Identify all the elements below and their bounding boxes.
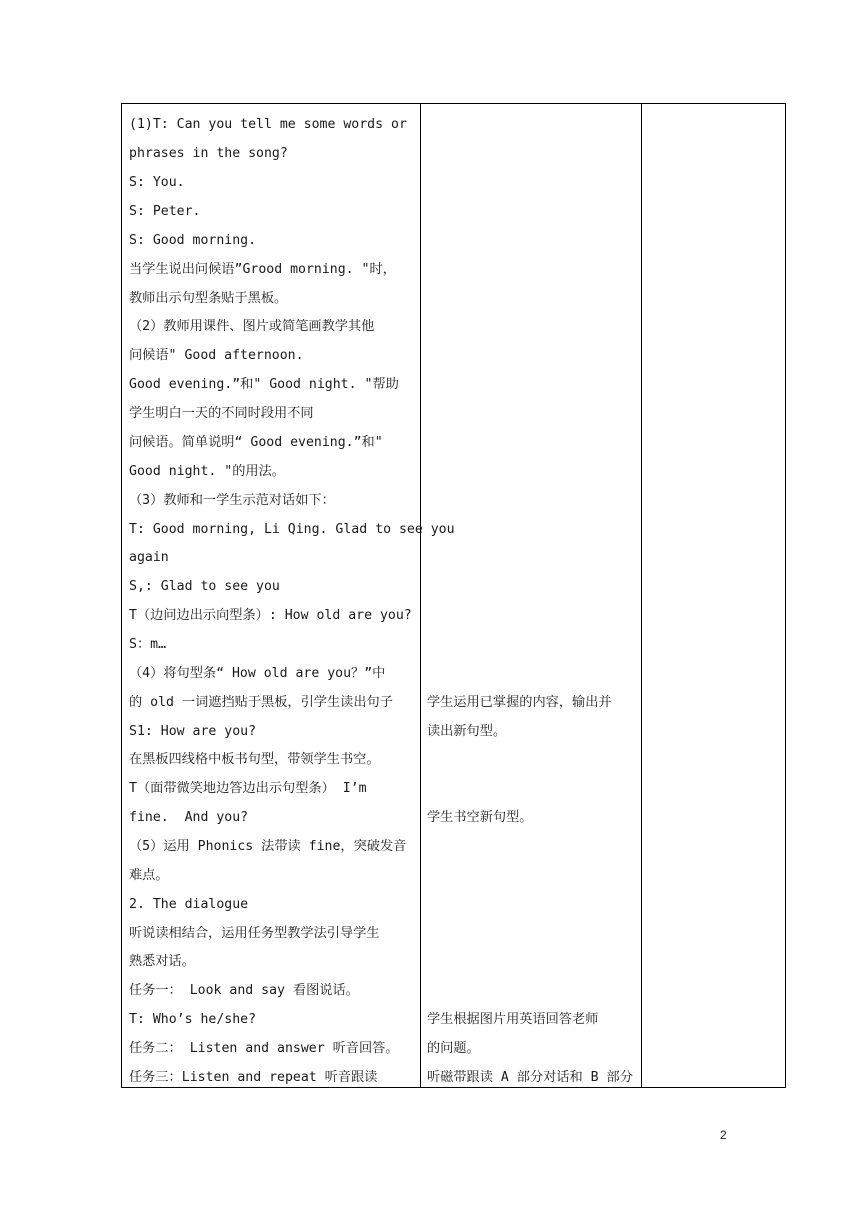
- text-line: （2）教师用课件、图片或简笔画教学其他: [129, 319, 375, 334]
- text-line: S: Good morning.: [129, 233, 257, 248]
- text-line: Good night. "的用法。: [129, 464, 285, 479]
- text-line: 2. The dialogue: [129, 897, 249, 912]
- text-line: S: You.: [129, 175, 185, 190]
- student-activity-text: 学生根据图片用英语回答老师: [427, 1012, 599, 1027]
- text-line: 听说读相结合，运用任务型教学法引导学生: [129, 926, 380, 941]
- text-line: T: Good morning, Li Qing. Glad to see you: [129, 522, 455, 537]
- student-activity-text: 的问题。: [427, 1041, 480, 1056]
- text-line: 学生明白一天的不同时段用不同: [129, 406, 314, 421]
- text-line: T: Who’s he/she?: [129, 1012, 257, 1027]
- text-line: phrases in the song?: [129, 146, 288, 161]
- text-line: （3）教师和一学生示范对话如下：: [129, 493, 335, 508]
- text-line: T（边问边出示向型条）: How old are you?: [129, 608, 412, 623]
- text-line: S：m…: [129, 637, 167, 652]
- text-line: 的 old 一词遮挡贴于黑板，引学生读出句子: [129, 695, 393, 710]
- text-line: T（面带微笑地边答边出示句型条） I’m: [129, 781, 367, 796]
- text-line: 问候语。简单说明“ Good evening.”和": [129, 435, 383, 450]
- text-line: S1: How are you?: [129, 724, 257, 739]
- text-line: fine. And you?: [129, 810, 249, 825]
- lesson-plan-table: [121, 103, 786, 1088]
- text-line: 问候语" Good afternoon.: [129, 348, 304, 363]
- text-line: 任务二： Listen and answer 听音回答。: [129, 1041, 399, 1056]
- text-line: S: Peter.: [129, 204, 201, 219]
- text-line: (1)T: Can you tell me some words or: [129, 117, 407, 132]
- text-line: 当学生说出问候语”Grood morning. "时，: [129, 262, 396, 277]
- column-divider-2: [641, 104, 642, 1087]
- text-line: 任务一： Look and say 看图说话。: [129, 983, 359, 998]
- column-divider-1: [420, 104, 421, 1087]
- text-line: （5）运用 Phonics 法带读 fine，突破发音: [129, 839, 407, 854]
- text-line: S,: Glad to see you: [129, 579, 280, 594]
- text-line: again: [129, 550, 169, 565]
- text-line: 在黑板四线格中板书句型，带领学生书空。: [129, 752, 380, 767]
- student-activity-text: 学生书空新句型。: [427, 810, 533, 825]
- text-line: 难点。: [129, 868, 169, 883]
- student-activity-text: 听磁带跟读 A 部分对话和 B 部分: [427, 1070, 633, 1085]
- student-activity-text: 学生运用已掌握的内容，输出并: [427, 695, 612, 710]
- text-line: Good evening.”和" Good night. "帮助: [129, 377, 399, 392]
- text-line: （4）将句型条“ How old are you？”中: [129, 666, 386, 681]
- text-line: 任务三：Listen and repeat 听音跟读: [129, 1070, 378, 1085]
- text-line: 熟悉对话。: [129, 954, 195, 969]
- text-line: 教师出示句型条贴于黑板。: [129, 291, 288, 306]
- page-number: 2: [720, 1128, 727, 1142]
- student-activity-text: 读出新句型。: [427, 724, 507, 739]
